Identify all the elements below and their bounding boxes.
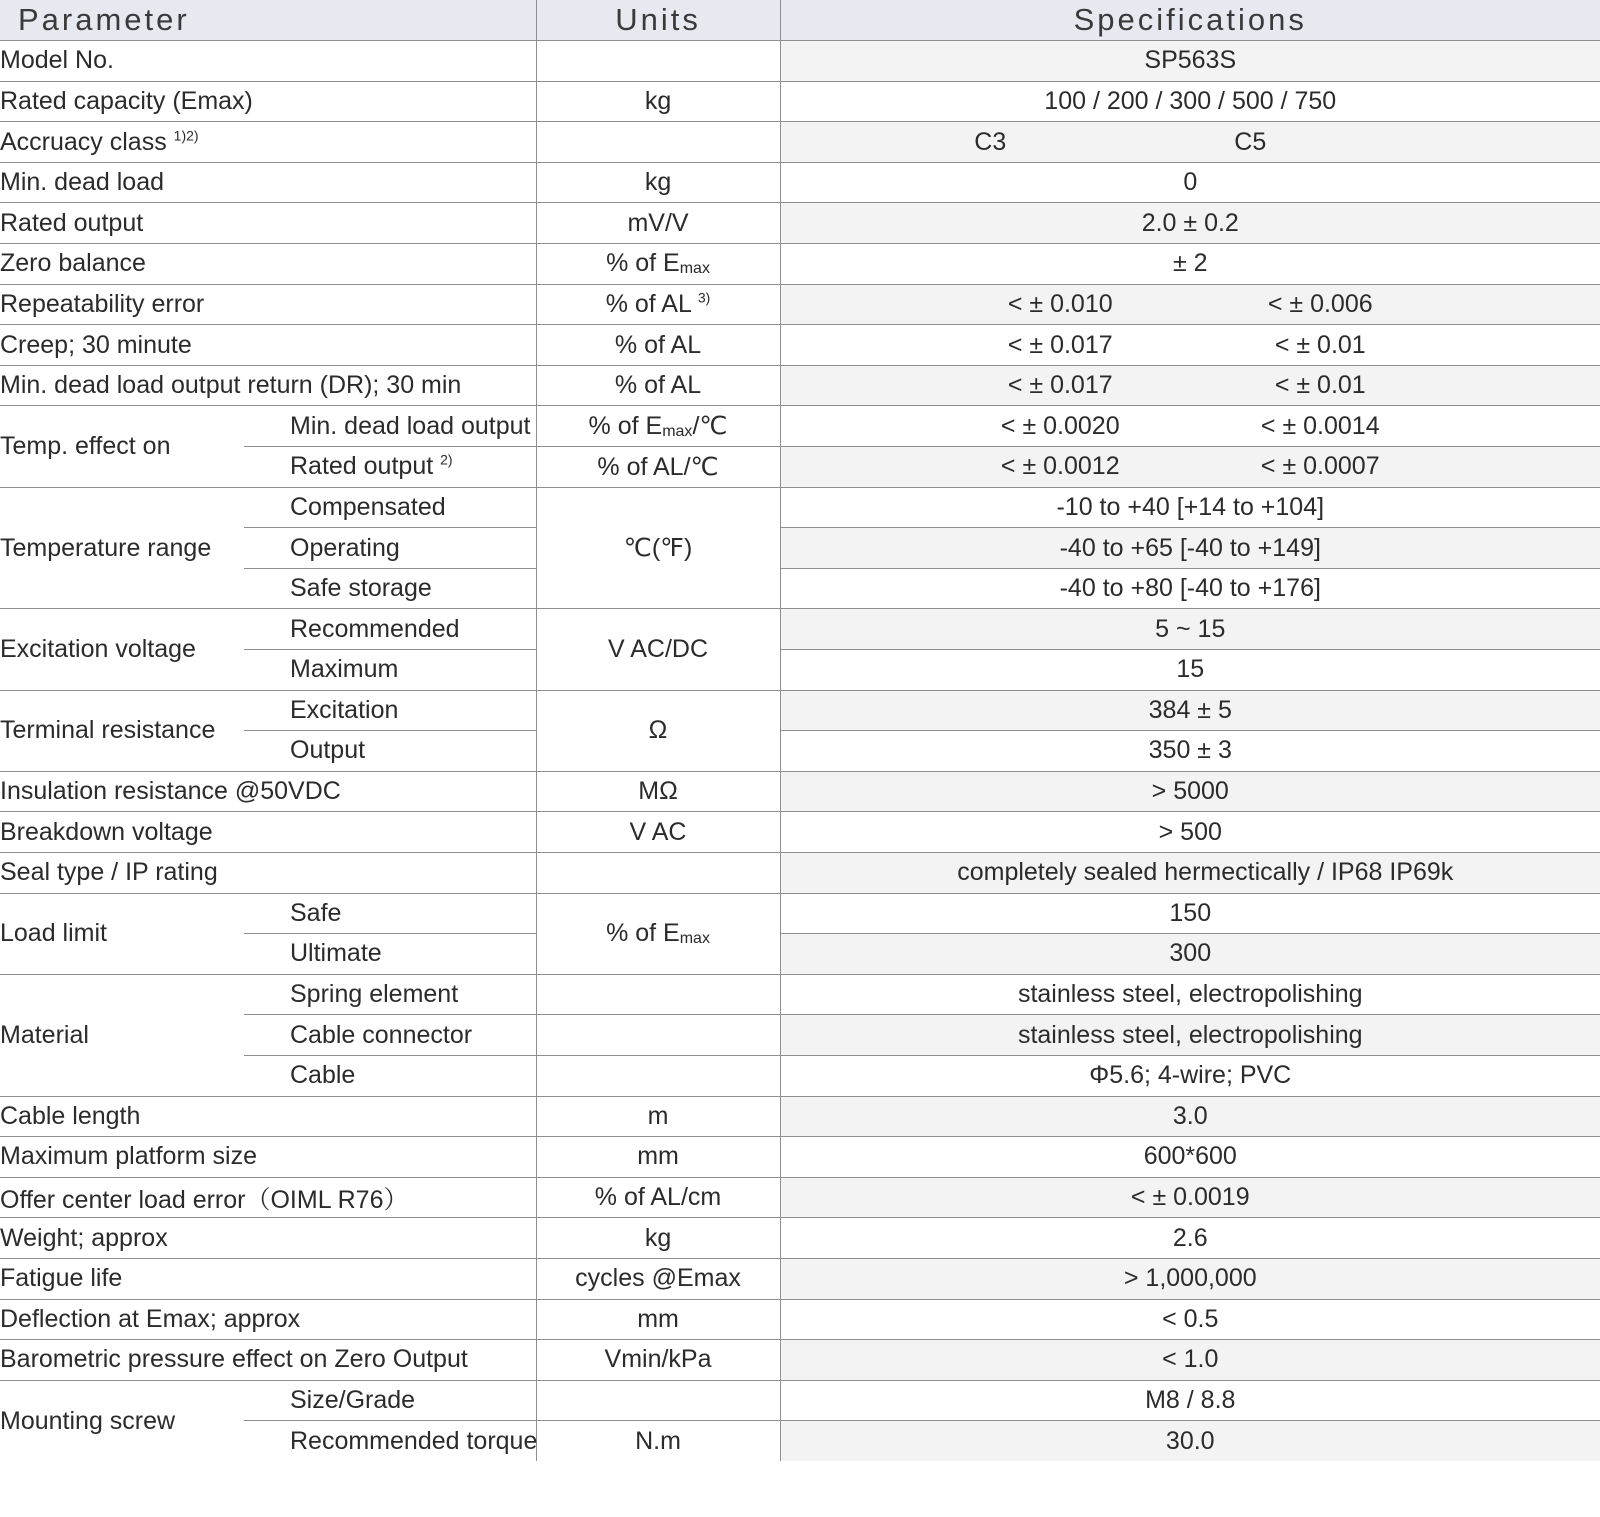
spec-terminal-output: 350 ± 3 <box>780 731 1600 772</box>
param-fatigue: Fatigue life <box>0 1258 536 1299</box>
spec-c3: < ± 0.017 <box>1007 371 1113 400</box>
unit-mounting-2: N.m <box>536 1421 780 1462</box>
unit-temp-effect-2: % of AL/℃ <box>536 447 780 488</box>
param-load-limit: Load limit <box>0 893 244 974</box>
sub-param-size-grade: Size/Grade <box>244 1380 536 1421</box>
spec-safe: 150 <box>780 893 1600 934</box>
param-insulation: Insulation resistance @50VDC <box>0 771 536 812</box>
sub-param-safe-storage: Safe storage <box>244 568 536 609</box>
footnote-marker: 2) <box>440 452 453 468</box>
param-cable-length: Cable length <box>0 1096 536 1137</box>
spec-capacity: 100 / 200 / 300 / 500 / 750 <box>780 81 1600 122</box>
unit-mounting-1 <box>536 1380 780 1421</box>
table-row <box>0 1258 1600 1299</box>
unit-min-dead-load: kg <box>536 162 780 203</box>
table-row <box>0 852 1600 893</box>
table-row <box>0 284 1600 325</box>
unit-creep: % of AL <box>536 325 780 366</box>
spec-offcenter: < ± 0.0019 <box>780 1177 1600 1218</box>
param-weight: Weight; approx <box>0 1218 536 1259</box>
param-repeatability: Repeatability error <box>0 284 536 325</box>
param-deflection: Deflection at Emax; approx <box>0 1299 536 1340</box>
unit-text-post: /℃ <box>692 412 728 441</box>
spec-min-dead-load: 0 <box>780 162 1600 203</box>
param-accuracy <box>0 122 536 163</box>
sub-label: Rated output <box>290 452 434 481</box>
spec-c3: < ± 0.0012 <box>1000 452 1120 481</box>
unit-subscript: max <box>679 930 710 948</box>
table-row <box>0 974 1600 1015</box>
spec-c5: < ± 0.006 <box>1267 289 1373 318</box>
param-excitation: Excitation voltage <box>0 609 244 690</box>
spec-cable-connector: stainless steel, electropolishing <box>780 1015 1600 1056</box>
unit-model <box>536 41 780 82</box>
param-accuracy-label: Accruacy class <box>0 127 167 156</box>
sub-param-operating: Operating <box>244 528 536 569</box>
sub-param-recommended-torque: Recommended torque <box>290 1426 538 1455</box>
parameter-header: Parameter <box>0 0 536 41</box>
spec-zero-balance: ± 2 <box>780 244 1600 285</box>
sub-param-rated-output <box>244 447 536 488</box>
unit-cable-length: m <box>536 1096 780 1137</box>
spec-deflection: < 0.5 <box>780 1299 1600 1340</box>
spec-dr <box>780 365 1600 406</box>
unit-breakdown: V AC <box>536 812 780 853</box>
unit-weight: kg <box>536 1218 780 1259</box>
param-rated-output: Rated output <box>0 203 536 244</box>
table-row <box>0 771 1600 812</box>
spec-recommended: 5 ~ 15 <box>780 609 1600 650</box>
param-offcenter: Offer center load error（OIML R76） <box>0 1177 536 1218</box>
table-row <box>0 203 1600 244</box>
unit-subscript: max <box>662 423 693 441</box>
spec-fatigue: > 1,000,000 <box>780 1258 1600 1299</box>
sub-param-recommended: Recommended <box>244 609 536 650</box>
unit-repeatability <box>536 284 780 325</box>
unit-material-1 <box>536 974 780 1015</box>
spec-spring-element: stainless steel, electropolishing <box>780 974 1600 1015</box>
param-min-dead-load: Min. dead load <box>0 162 536 203</box>
spec-breakdown: > 500 <box>780 812 1600 853</box>
sub-param-safe: Safe <box>244 893 536 934</box>
unit-zero-balance <box>536 244 780 285</box>
spec-weight: 2.6 <box>780 1218 1600 1259</box>
spec-compensated: -10 to +40 [+14 to +104] <box>780 487 1600 528</box>
unit-rated-output: mV/V <box>536 203 780 244</box>
table-row <box>0 893 1600 934</box>
unit-excitation: V AC/DC <box>536 609 780 690</box>
unit-text: % of AL <box>605 289 691 318</box>
unit-deflection: mm <box>536 1299 780 1340</box>
sub-param-ultimate: Ultimate <box>244 934 536 975</box>
unit-text: % of E <box>606 249 680 278</box>
unit-subscript: max <box>679 260 710 278</box>
table-header-row <box>0 0 1600 41</box>
unit-capacity: kg <box>536 81 780 122</box>
table-row <box>0 1218 1600 1259</box>
unit-text: % of E <box>588 412 663 441</box>
param-breakdown: Breakdown voltage <box>0 812 536 853</box>
param-zero-balance: Zero balance <box>0 244 536 285</box>
sub-param-output: Output <box>244 731 536 772</box>
sub-param-spring-element: Spring element <box>244 974 536 1015</box>
sub-param-excitation: Excitation <box>244 690 536 731</box>
spec-c3: < ± 0.017 <box>1007 330 1113 359</box>
spec-c3: < ± 0.0020 <box>1000 411 1120 440</box>
table-row <box>0 122 1600 163</box>
spec-barometric: < 1.0 <box>780 1340 1600 1381</box>
param-seal: Seal type / IP rating <box>0 852 536 893</box>
spec-accuracy <box>780 122 1600 163</box>
table-row <box>0 1340 1600 1381</box>
table-row <box>0 1177 1600 1218</box>
unit-temp-range: ℃(℉) <box>536 487 780 609</box>
table-row <box>0 41 1600 82</box>
unit-text: % of E <box>606 919 680 948</box>
spec-terminal-excitation: 384 ± 5 <box>780 690 1600 731</box>
table-row <box>0 690 1600 731</box>
spec-insulation: > 5000 <box>780 771 1600 812</box>
table-row <box>0 244 1600 285</box>
param-capacity: Rated capacity (Emax) <box>0 81 536 122</box>
spec-maximum: 15 <box>780 650 1600 691</box>
table-row <box>0 1096 1600 1137</box>
spec-cable-length: 3.0 <box>780 1096 1600 1137</box>
spec-accuracy-c3: C3 <box>974 127 1007 156</box>
unit-seal <box>536 852 780 893</box>
spec-c5: < ± 0.01 <box>1274 330 1366 359</box>
spec-temp-effect-1 <box>780 406 1600 447</box>
param-temp-effect: Temp. effect on <box>0 406 244 487</box>
sub-param-cable: Cable <box>244 1055 536 1096</box>
spec-c5: < ± 0.01 <box>1274 371 1366 400</box>
sub-param-min-dead-load-output: Min. dead load output <box>244 406 536 447</box>
table-row <box>0 1137 1600 1178</box>
spec-accuracy-c5: C5 <box>1234 127 1267 156</box>
sub-param-compensated: Compensated <box>244 487 536 528</box>
param-creep: Creep; 30 minute <box>0 325 536 366</box>
table-row <box>0 1299 1600 1340</box>
spec-seal: completely sealed hermectically / IP68 IP69k <box>780 852 1600 893</box>
unit-material-2 <box>536 1015 780 1056</box>
spec-model: SP563S <box>780 41 1600 82</box>
spec-c5: < ± 0.0007 <box>1260 452 1380 481</box>
spec-platform: 600*600 <box>780 1137 1600 1178</box>
unit-dr: % of AL <box>536 365 780 406</box>
footnote-marker: 3) <box>697 289 711 306</box>
table-row <box>0 1380 1600 1421</box>
table-row <box>0 812 1600 853</box>
units-header: Units <box>536 0 780 41</box>
spec-operating: -40 to +65 [-40 to +149] <box>780 528 1600 569</box>
sub-param-cable-connector: Cable connector <box>244 1015 536 1056</box>
table-row <box>0 365 1600 406</box>
unit-platform: mm <box>536 1137 780 1178</box>
table-row <box>0 325 1600 366</box>
spec-size-grade: M8 / 8.8 <box>780 1380 1600 1421</box>
unit-temp-effect-1 <box>536 406 780 447</box>
param-mounting: Mounting screw <box>0 1406 176 1435</box>
unit-load-limit <box>536 893 780 974</box>
table-row <box>0 609 1600 650</box>
spec-safe-storage: -40 to +80 [-40 to +176] <box>780 568 1600 609</box>
spec-c3: < ± 0.010 <box>1007 289 1113 318</box>
spec-rated-output: 2.0 ± 0.2 <box>780 203 1600 244</box>
param-platform: Maximum platform size <box>0 1137 536 1178</box>
param-material: Material <box>0 974 244 1096</box>
spec-c5: < ± 0.0014 <box>1260 411 1380 440</box>
spec-repeatability <box>780 284 1600 325</box>
sub-param-maximum: Maximum <box>244 650 536 691</box>
table-row <box>0 81 1600 122</box>
spec-temp-effect-2 <box>780 447 1600 488</box>
specifications-header: Specifications <box>780 0 1600 41</box>
spec-recommended-torque: 30.0 <box>780 1421 1600 1462</box>
unit-offcenter: % of AL/cm <box>536 1177 780 1218</box>
unit-terminal: Ω <box>536 690 780 771</box>
unit-insulation: MΩ <box>536 771 780 812</box>
table-row <box>0 406 1600 447</box>
unit-material-3 <box>536 1055 780 1096</box>
param-model: Model No. <box>0 41 536 82</box>
footnote-marker: 1)2) <box>173 127 199 144</box>
unit-barometric: Vmin/kPa <box>536 1340 780 1381</box>
table-row <box>0 162 1600 203</box>
param-barometric: Barometric pressure effect on Zero Output <box>0 1340 536 1381</box>
spec-ultimate: 300 <box>780 934 1600 975</box>
unit-fatigue: cycles @Emax <box>536 1258 780 1299</box>
param-temp-range: Temperature range <box>0 487 244 609</box>
spec-creep <box>780 325 1600 366</box>
param-dr: Min. dead load output return (DR); 30 min <box>0 365 536 406</box>
param-terminal: Terminal resistance <box>0 690 244 771</box>
spec-cable: Φ5.6; 4-wire; PVC <box>780 1055 1600 1096</box>
table-row <box>0 487 1600 528</box>
